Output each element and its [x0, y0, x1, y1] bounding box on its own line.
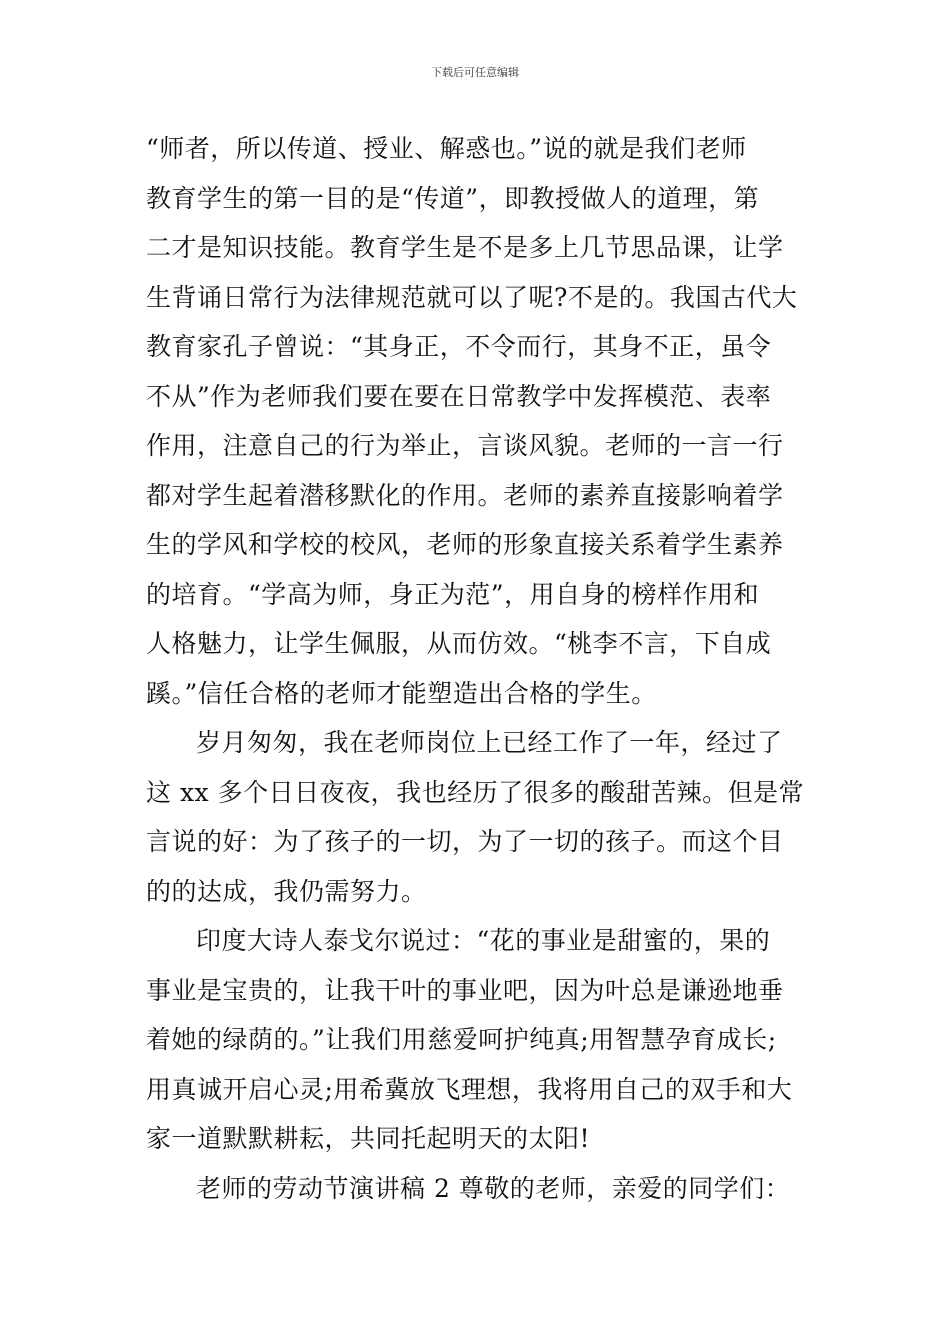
text-line: 生的学风和学校的校风，老师的形象直接关系着学生素养 [146, 530, 784, 559]
text-line: 的培育。“学高为师，身正为范”，用自身的榜样作用和 [146, 579, 760, 609]
text-line: 二才是知识技能。教育学生是不是多上几节思品课，让学 [146, 233, 784, 262]
document-body [146, 124, 826, 1213]
text-line: 人格魅力，让学生佩服，从而仿效。“桃李不言，下自成 [146, 629, 772, 658]
text-line: 着她的绿荫的。”让我们用慈爱呵护纯真;用智慧孕育成长; [146, 1025, 777, 1054]
page-header: 下载后可任意编辑 [431, 66, 519, 79]
text-line: 言说的好：为了孩子的一切，为了一切的孩子。而这个目 [146, 827, 784, 856]
text-line: 生背诵日常行为法律规范就可以了呢?不是的。我国古代大 [146, 282, 798, 312]
text-line: “师者，所以传道、授业、解惑也。”说的就是我们老师 [146, 134, 747, 163]
text-line: 事业是宝贵的，让我干叶的事业吧，因为叶总是谦逊地垂 [146, 975, 784, 1005]
text-line: 的的达成，我仍需努力。 [146, 876, 427, 906]
text-line: 用真诚开启心灵;用希冀放飞理想，我将用自己的双手和大 [146, 1074, 793, 1104]
text-line: 作用，注意自己的行为举止，言谈风貌。老师的一言一行 [146, 431, 784, 460]
text-line: 教育学生的第一目的是“传道”，即教授做人的道理，第 [146, 183, 760, 213]
paragraph-start-line: 岁月匆匆，我在老师岗位上已经工作了一年，经过了 [196, 728, 783, 757]
text-line: 不从”作为老师我们要在要在日常教学中发挥模范、表率 [146, 381, 772, 411]
text-line: 都对学生起着潜移默化的作用。老师的素养直接影响着学 [146, 480, 784, 510]
text-line: 蹊。”信任合格的老师才能塑造出合格的学生。 [146, 678, 657, 708]
text-line: 家一道默默耕耘，共同托起明天的太阳! [146, 1124, 591, 1153]
paragraph-start-line: 印度大诗人泰戈尔说过：“花的事业是甜蜜的，果的 [196, 926, 771, 955]
text-line: 教育家孔子曾说：“其身正，不令而行，其身不正，虽令 [146, 332, 772, 361]
paragraph-start-line: 老师的劳动节演讲稿 2 尊敬的老师，亲爱的同学们： [196, 1173, 791, 1203]
text-line: 这 xx 多个日日夜夜，我也经历了很多的酸甜苦辣。但是常 [146, 777, 805, 807]
